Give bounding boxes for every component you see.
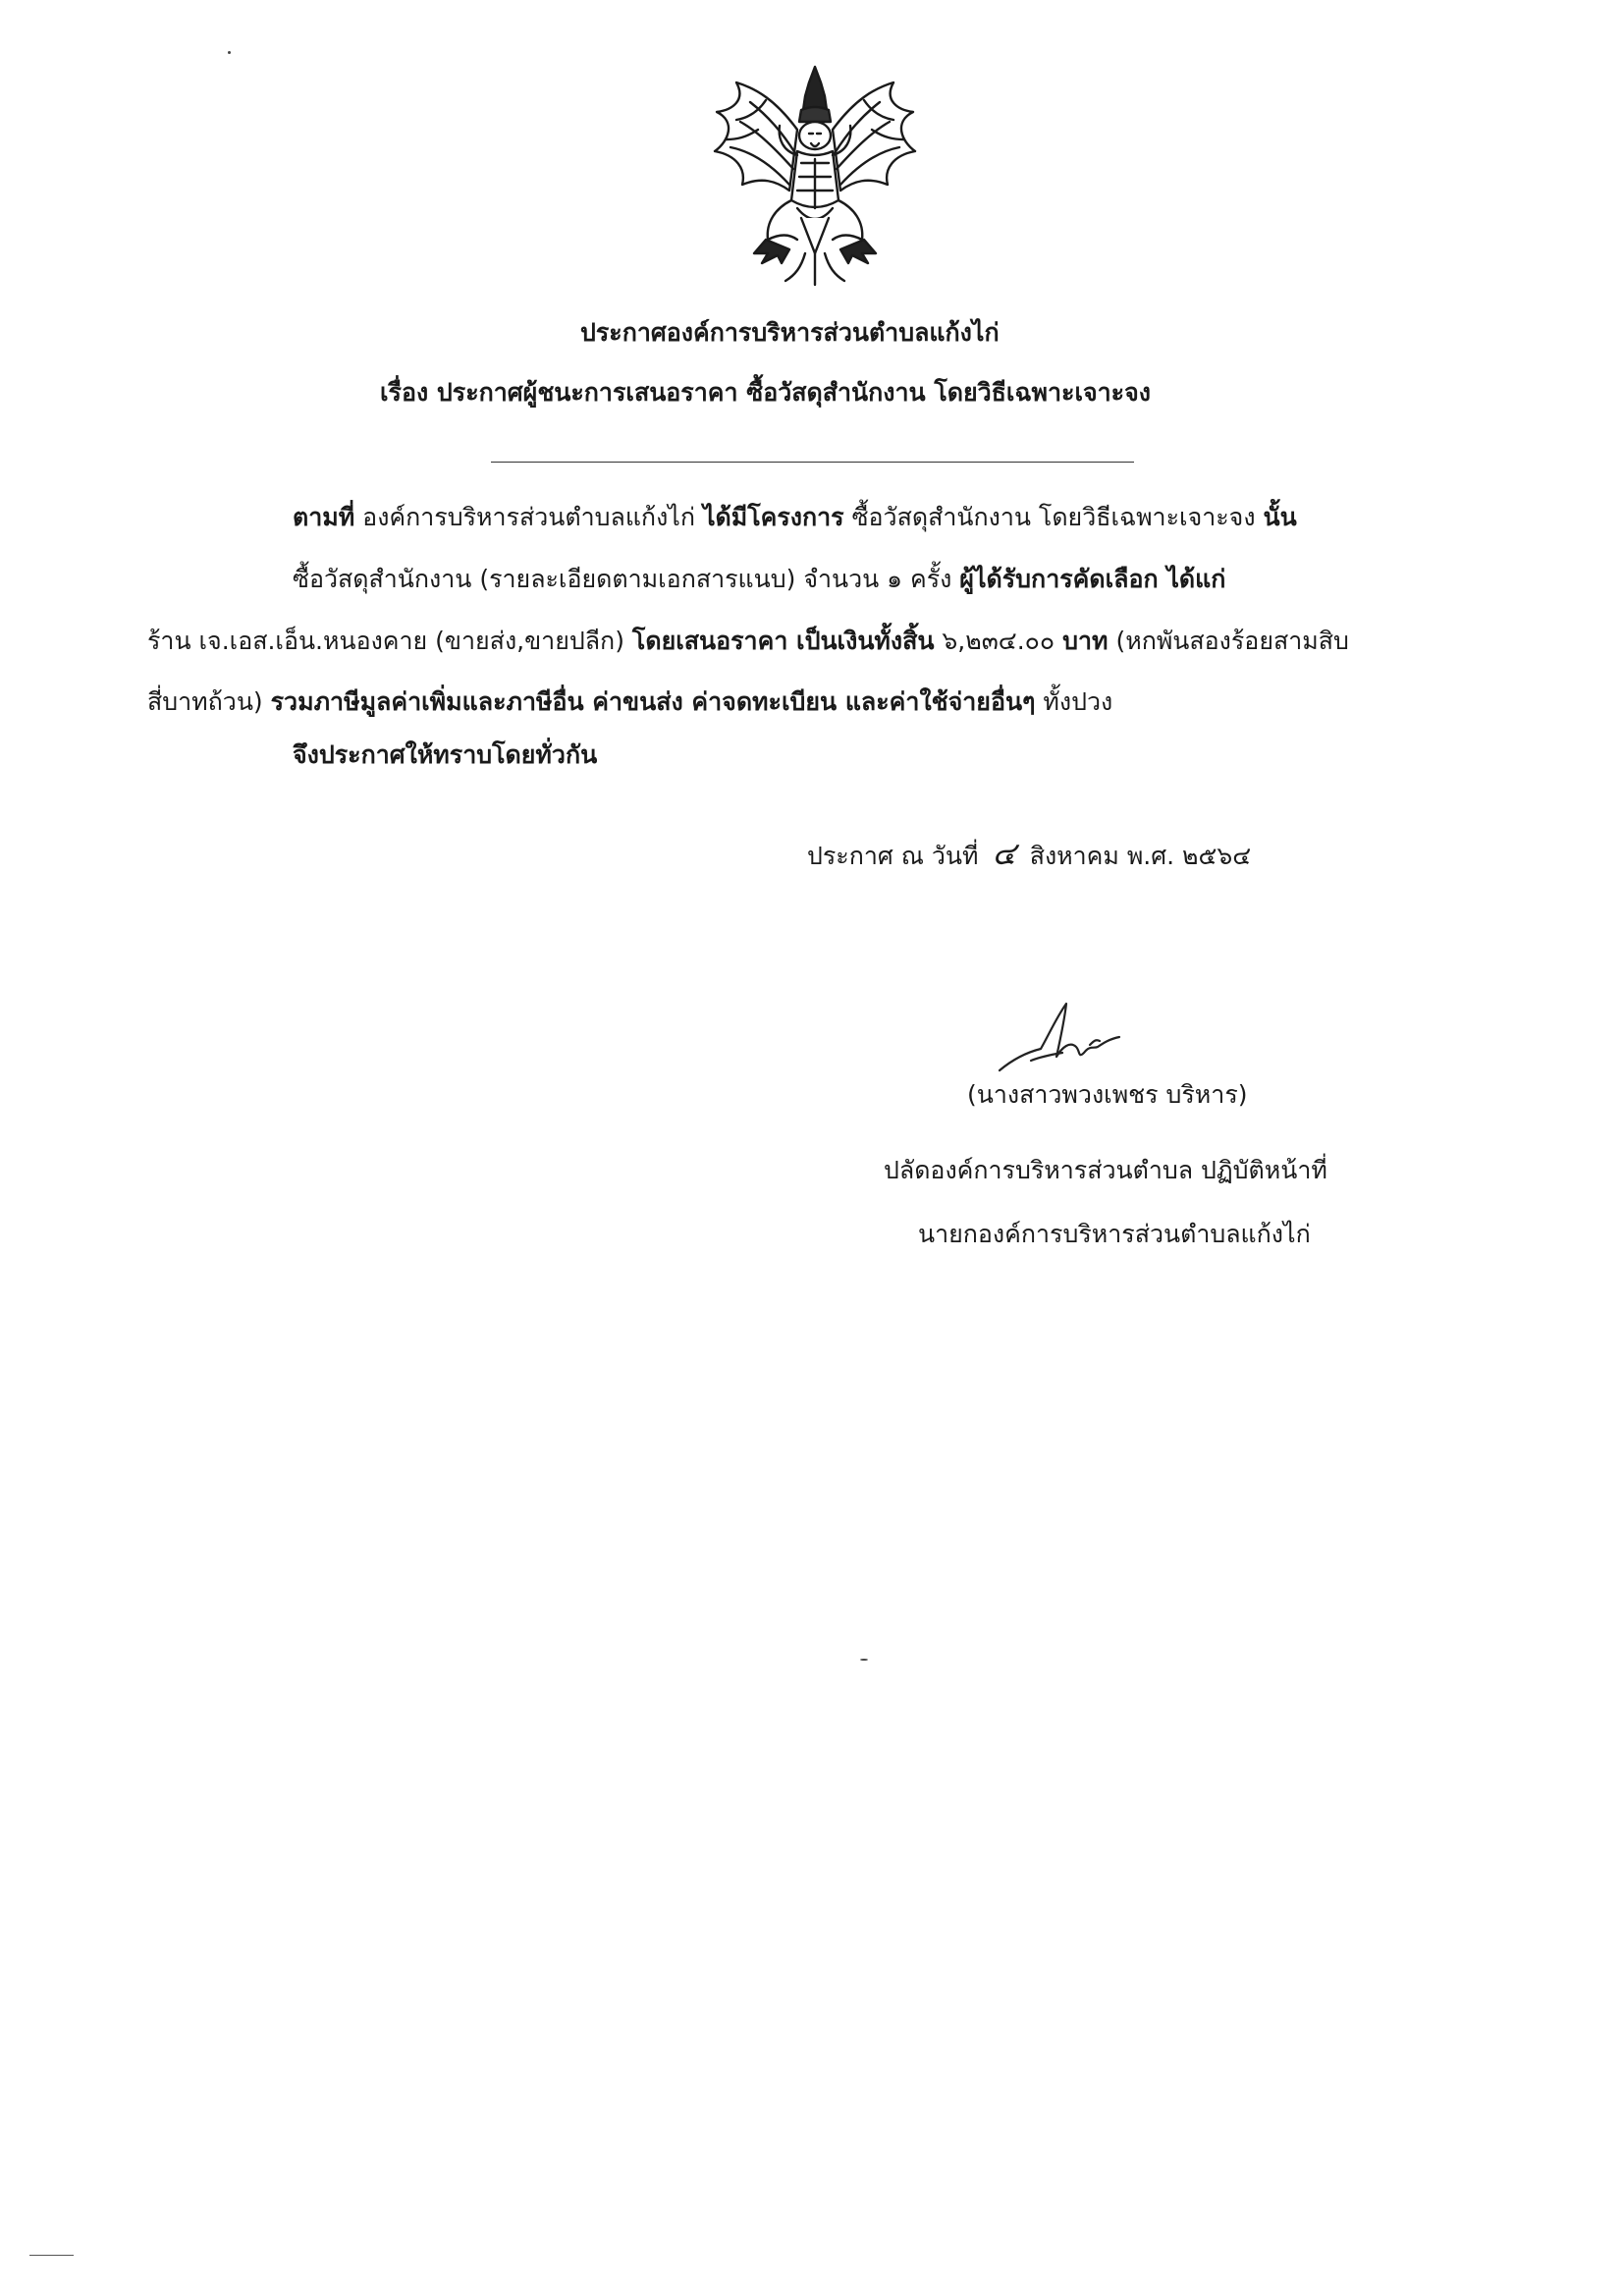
- handwritten-signature: [992, 992, 1168, 1090]
- body-text: โดยเสนอราคา เป็นเงินทั้งสิ้น: [631, 627, 935, 655]
- scan-speck: [228, 51, 231, 54]
- announcement-date: [807, 837, 1251, 873]
- signer-position-2: นายกองค์การบริหารส่วนตำบลแก้งไก่: [918, 1220, 1311, 1248]
- body-line-1: [293, 501, 1297, 534]
- announcement-subject: เรื่อง ประกาศผู้ชนะการเสนอราคา ซื้อวัสดุสำนักงาน โดยวิธีเฉพาะเจาะจง: [380, 378, 1151, 407]
- body-text: ตามที่: [293, 503, 355, 531]
- body-text: ทั้งปวง: [1035, 687, 1113, 716]
- date-suffix: สิงหาคม พ.ศ. ๒๕๖๔: [1029, 842, 1252, 870]
- body-text: ซื้อวัสดุสำนักงาน (รายละเอียดตามเอกสารแนบ) จำนวน ๑ ครั้ง: [293, 565, 960, 593]
- scan-edge-mark: [29, 2255, 74, 2256]
- body-line-2: [293, 563, 1225, 596]
- body-text: บาท: [1062, 627, 1109, 655]
- body-line-3: [147, 625, 1349, 658]
- price-amount: ๖,๒๓๔.๐๐: [934, 627, 1063, 655]
- signer-name: (นางสาวพวงเพชร บริหาร): [967, 1080, 1248, 1109]
- body-text: ผู้ได้รับการคัดเลือก ได้แก่: [959, 565, 1226, 593]
- body-text: สี่บาทถ้วน): [147, 687, 271, 716]
- date-prefix: ประกาศ ณ วันที่: [807, 842, 979, 870]
- body-line-4: [147, 685, 1112, 719]
- garuda-emblem-icon: [707, 61, 923, 289]
- signer-position-1: ปลัดองค์การบริหารส่วนตำบล ปฏิบัติหน้าที่: [884, 1156, 1327, 1184]
- body-text: (หกพันสองร้อยสามสิบ: [1108, 627, 1349, 655]
- body-text: ได้มีโครงการ: [702, 503, 844, 531]
- body-text: ร้าน เจ.เอส.เอ็น.หนองคาย (ขายส่ง,ขายปลีก): [147, 627, 632, 655]
- scan-speck: [860, 1659, 868, 1661]
- date-day: ๔: [992, 835, 1016, 872]
- body-text: รวมภาษีมูลค่าเพิ่มและภาษีอื่น ค่าขนส่ง ค่าจดทะเบียน และค่าใช้จ่ายอื่นๆ: [270, 687, 1036, 716]
- announcement-title: ประกาศองค์การบริหารส่วนตำบลแก้งไก่: [580, 318, 1000, 347]
- body-text: องค์การบริหารส่วนตำบลแก้งไก่: [354, 503, 703, 531]
- body-line-5: จึงประกาศให้ทราบโดยทั่วกัน: [293, 740, 598, 769]
- body-text: ซื้อวัสดุสำนักงาน โดยวิธีเฉพาะเจาะจง: [843, 503, 1264, 531]
- title-divider: [491, 462, 1134, 463]
- body-text: นั้น: [1263, 503, 1297, 531]
